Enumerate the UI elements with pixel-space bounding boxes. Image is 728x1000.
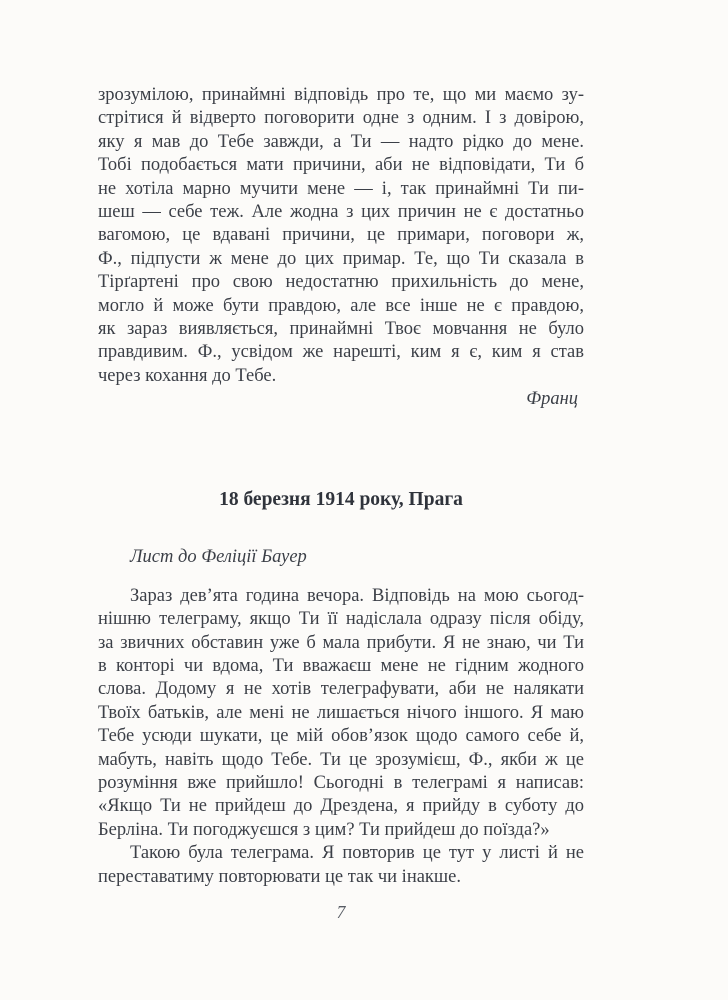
text-line: Тебе усюди шукати, це мій обов’язок щодо самого себе й, bbox=[98, 726, 584, 747]
text-line: через кохання до Тебе. bbox=[98, 365, 277, 386]
text-line: Тірґартені про свою недостатню прихильність до мене, bbox=[98, 272, 584, 293]
text-line: не хотіла марно мучити мене — і, так принаймні Ти пи- bbox=[98, 178, 584, 199]
text-line: стрітися й відверто поговорити одне з одним. І з довірою, bbox=[98, 108, 584, 129]
text-line: яку я мав до Тебе завжди, а Ти — надто рідко до мене. bbox=[98, 131, 584, 152]
previous-letter-body bbox=[98, 84, 584, 388]
page-number: 7 bbox=[336, 901, 346, 922]
letter-date-heading: 18 березня 1914 року, Прага bbox=[219, 489, 463, 511]
letter-recipient-note: Лист до Феліції Бауер bbox=[130, 547, 307, 568]
text-line: Зараз дев’ята година вечора. Відповідь на мою сьогод- bbox=[130, 585, 584, 606]
letter-paragraph bbox=[98, 585, 584, 842]
text-line: нішню телеграму, якщо Ти її надіслала одразу після обіду, bbox=[98, 609, 584, 630]
text-line: мабуть, навіть щодо Тебе. Ти це зрозумієш, Ф., якби ж це bbox=[98, 749, 584, 770]
text-line: зрозумілою, принаймні відповідь про те, що ми маємо зу- bbox=[98, 85, 584, 105]
text-line: за звичних обставин уже б мала прибути. Я не знаю, чи Ти bbox=[98, 632, 584, 653]
text-line: Тобі подобається мати причини, аби не відповідати, Ти б bbox=[98, 155, 584, 176]
letter-signature: Франц bbox=[526, 389, 578, 410]
letter-paragraph bbox=[98, 842, 584, 889]
text-line: переставатиму повторювати це так чи інакше. bbox=[98, 866, 461, 887]
text-line: Ф., підпусти ж мене до цих примар. Те, що Ти сказала в bbox=[98, 248, 584, 269]
text-line: як зараз виявляється, принаймні Твоє мовчання не було bbox=[98, 318, 584, 339]
text-line: шеш — себе теж. Але жодна з цих причин не є достатньо bbox=[98, 201, 584, 222]
text-line: Твоїх батьків, але мені не лишається нічого іншого. Я маю bbox=[98, 702, 584, 723]
text-line: розуміння вже прийшло! Сьогодні в телеграмі я написав: bbox=[98, 772, 584, 793]
text-column bbox=[98, 84, 584, 924]
text-line: могло й може бути правдою, але все інше не є правдою, bbox=[98, 295, 584, 316]
text-line: в конторі чи вдома, Ти вважаєш мене не гідним жодного bbox=[98, 656, 584, 677]
text-line: вагомою, це вдавані причини, це примари, поговори ж, bbox=[98, 225, 584, 246]
text-line: «Якщо Ти не прийдеш до Дрездена, я прийду в суботу до bbox=[98, 796, 584, 817]
text-line: Берліна. Ти погоджуєшся з цим? Ти прийдеш до поїзда?» bbox=[98, 819, 550, 840]
text-line: Такою була телеграма. Я повторив це тут у листі й не bbox=[130, 843, 584, 864]
text-line: правдивим. Ф., усвідом же нарешті, ким я є, ким я став bbox=[98, 342, 584, 363]
text-line: слова. Додому я не хотів телеграфувати, аби не налякати bbox=[98, 679, 584, 700]
